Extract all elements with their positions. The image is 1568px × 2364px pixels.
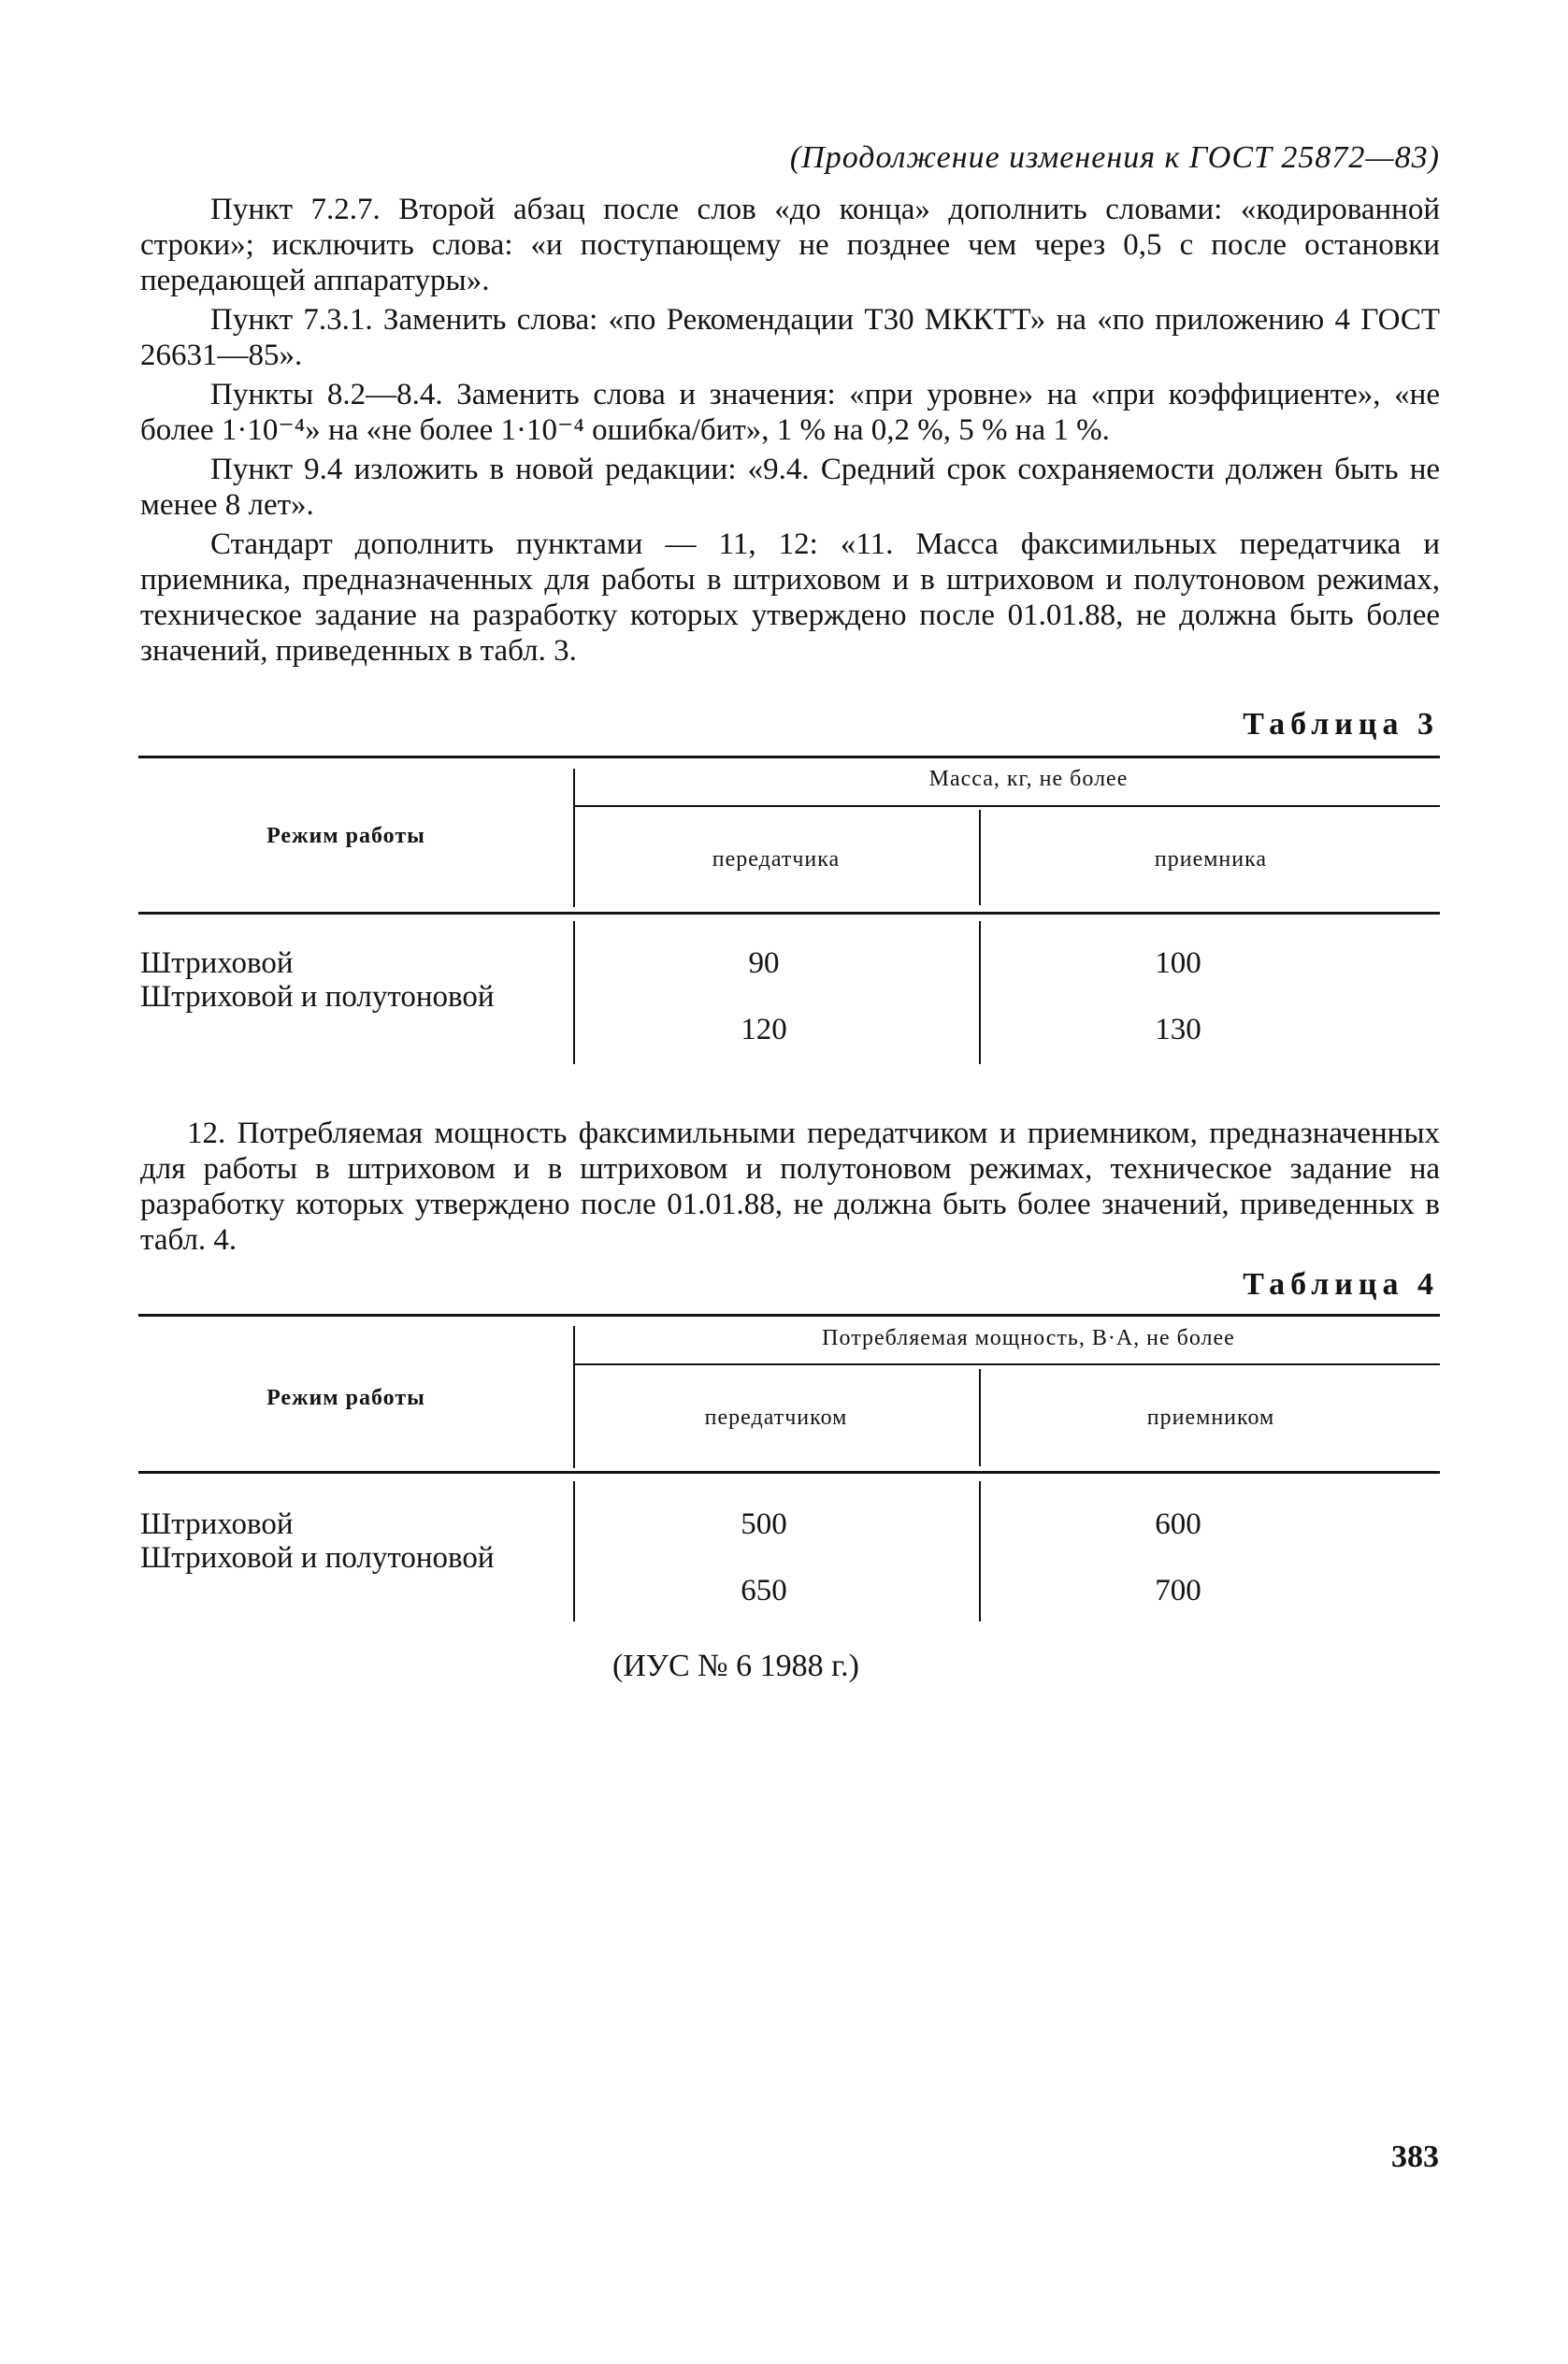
table-3-divider <box>573 769 575 907</box>
table-3-subheader-rule <box>575 805 1440 807</box>
table-4-col-transmitter: передатчиком <box>704 1405 848 1430</box>
table-4-col-receiver: приемником <box>1146 1405 1275 1430</box>
table-3-cell: 130 <box>1155 1013 1201 1046</box>
table-4-title: Таблица 4 <box>1243 1267 1439 1302</box>
table-3-header-rule <box>138 912 1440 915</box>
paragraph-7-3-1: Пункт 7.3.1. Заменить слова: «по Рекомендации Т30 МККТТ» на «по приложению 4 ГОСТ 26631—85». <box>140 303 1440 372</box>
paragraph-12-block <box>140 1116 1440 1258</box>
table-3-title: Таблица 3 <box>1243 707 1439 742</box>
source-note: (ИУС № 6 1988 г.) <box>612 1649 859 1683</box>
table-3-col-receiver: приемника <box>1154 847 1268 872</box>
paragraph-9-4: Пункт 9.4 изложить в новой редакции: «9.4. Средний срок сохраняемости должен быть не менее 8 лет». <box>140 453 1440 522</box>
table-4-divider <box>573 1481 575 1622</box>
page-number: 383 <box>1391 2140 1439 2174</box>
paragraph-11: Стандарт дополнить пунктами — 11, 12: «11. Масса факсимильных передатчика и приемника, предназначенных для работы в штриховом и в штриховом и полутоновом режимах, техническое задание на разработку которых утверждено после 01.01.88, не должна быть более значений, приведенных в табл. 3. <box>140 527 1440 668</box>
paragraph-7-2-7: Пункт 7.2.7. Второй абзац после слов «до конца» дополнить словами: «кодированной строки»; исключить слова: «и поступающему не позднее чем через 0,5 с после остановки передающей аппаратуры». <box>140 193 1440 297</box>
table-4-cell: 500 <box>741 1507 787 1541</box>
table-3-divider <box>979 921 981 1064</box>
table-4-divider <box>979 1369 981 1466</box>
running-header: (Продолжение изменения к ГОСТ 25872—83) <box>789 140 1440 175</box>
table-3-divider <box>979 810 981 905</box>
table-4-divider <box>979 1481 981 1622</box>
amendment-text <box>140 192 1440 672</box>
table-4-cell: 700 <box>1155 1574 1201 1607</box>
table-3-cell: 120 <box>741 1013 787 1046</box>
table-4-cell: 600 <box>1155 1507 1201 1541</box>
table-4-row-mode: Штриховой и полутоновой <box>140 1541 495 1575</box>
paragraph-12: 12. Потребляемая мощность факсимильными передатчиком и приемником, предназначенных для работы в штриховом и в штриховом и полутоновом режимах, техническое задание на разработку которых утверждено после 01.01.88, не должна быть более значений, приведенных в табл. 4. <box>140 1117 1440 1257</box>
table-4-group-header: Потребляемая мощность, В·А, не более <box>822 1326 1235 1350</box>
table-4-subheader-rule <box>575 1363 1440 1365</box>
table-3-group-header: Масса, кг, не более <box>928 767 1129 791</box>
table-4-header-rule <box>138 1471 1440 1474</box>
table-3-divider <box>573 921 575 1064</box>
paragraph-8-2-8-4: Пункты 8.2—8.4. Заменить слова и значения: «при уровне» на «при коэффициенте», «не более 1·10⁻⁴» на «не более 1·10⁻⁴ ошибка/бит», 1 % на 0,2 %, 5 % на 1 %. <box>140 378 1440 447</box>
table-3-row-mode: Штриховой и полутоновой <box>140 980 495 1014</box>
table-4-top-rule <box>138 1314 1440 1317</box>
table-4-row-mode: Штриховой <box>140 1507 294 1541</box>
table-4-col-mode: Режим работы <box>266 1386 425 1410</box>
table-4-divider <box>573 1326 575 1468</box>
table-3-col-mode: Режим работы <box>266 824 425 848</box>
table-3-cell: 90 <box>748 946 780 980</box>
table-3-col-transmitter: передатчика <box>712 847 841 872</box>
table-4-cell: 650 <box>741 1574 787 1607</box>
table-3-cell: 100 <box>1155 946 1201 980</box>
table-3-row-mode: Штриховой <box>140 946 294 980</box>
table-3-top-rule <box>138 756 1440 758</box>
